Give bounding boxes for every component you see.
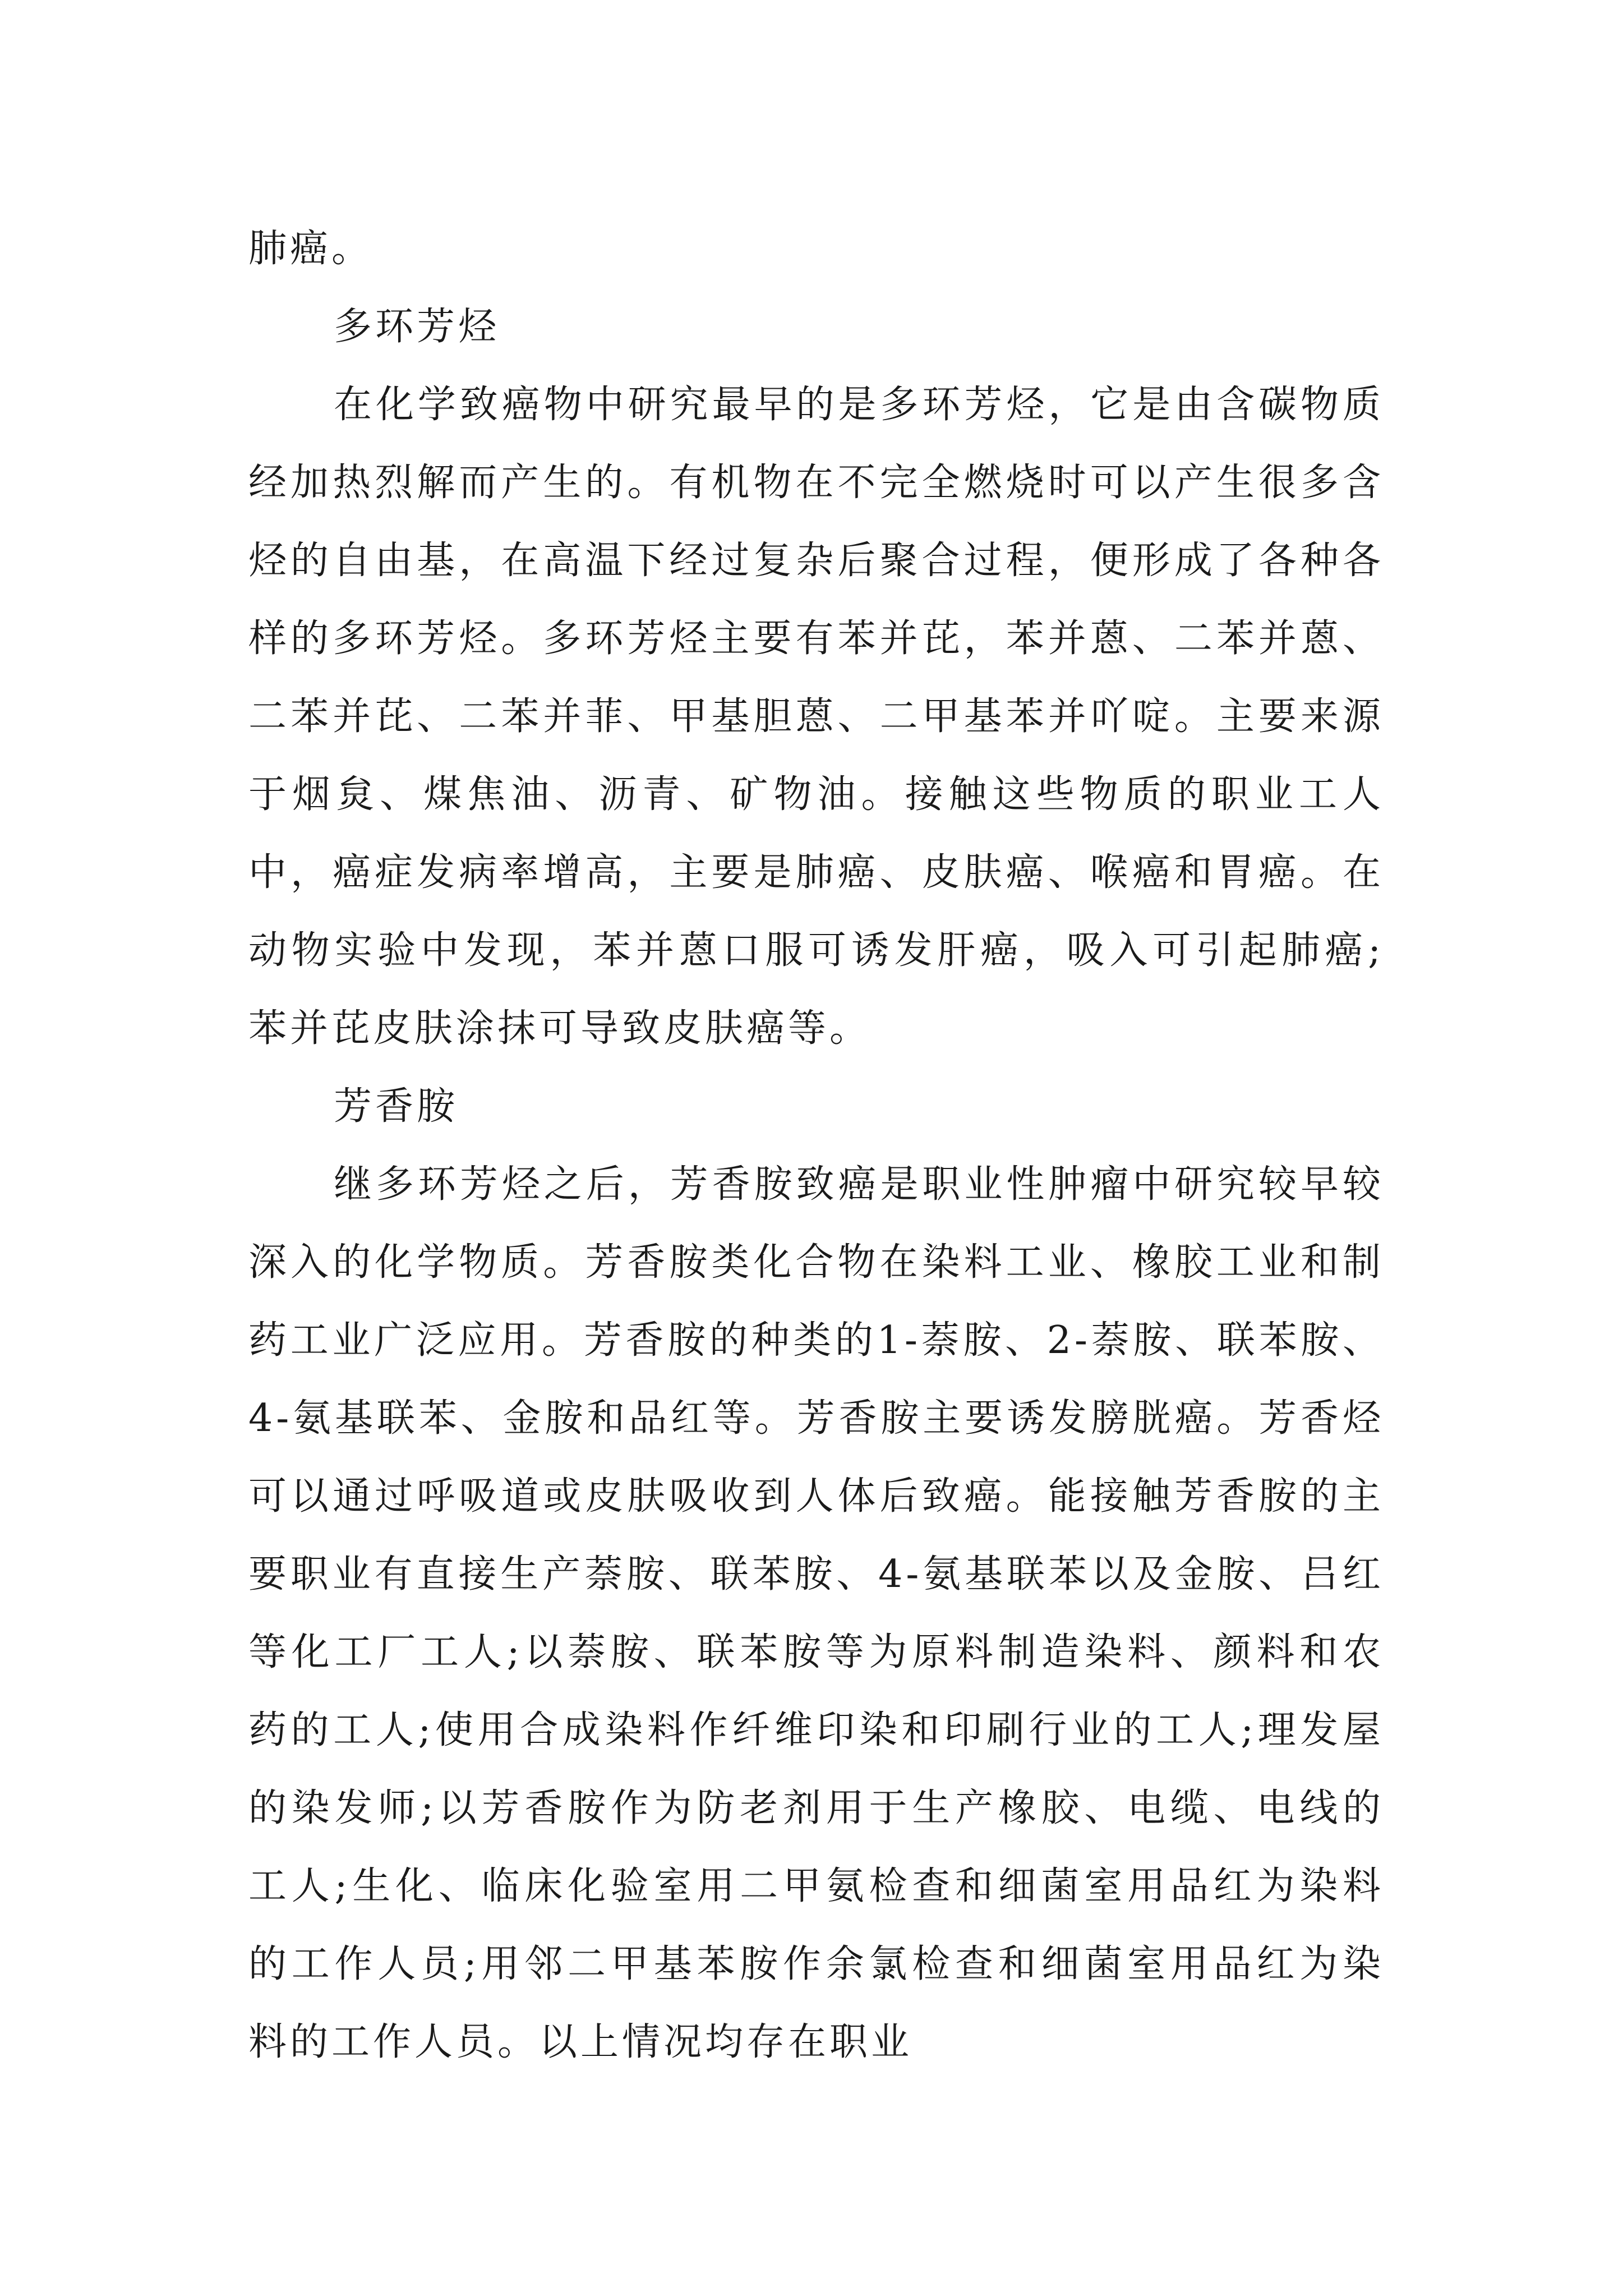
heading-aromatic-amines: 芳香胺 xyxy=(334,1084,459,1129)
paragraph-aromatic-amines: 继多环芳烃之后，芳香胺致癌是职业性肿瘤中研究较早较深入的化学物质。芳香胺类化合物在染料工业、橡胶工业和制药工业广泛应用。芳香胺的种类的1-萘胺、2-萘胺、联苯胺、4-氨基联苯、金胺和品红等。芳香胺主要诱发膀胱癌。芳香烃可以通过呼吸道或皮肤吸收到人体后致癌。能接触芳香胺的主要职业有直接生产萘胺、联苯胺、4-氨基联苯以及金胺、吕红等化工厂工人;以萘胺、联苯胺等为原料制造染料、颜料和农药的工人;使用合成染料作纤维印染和印刷行业的工人;理发屋的染发师;以芳香胺作为防老剂用于生产橡胶、电缆、电线的工人;生化、临床化验室用二甲氨检查和细菌室用品红为染料的工作人员;用邻二甲基苯胺作余氯检查和细菌室用品红为染料的工作人员。以上情况均存在职业 xyxy=(248,1162,1384,2064)
paragraph-polycyclic-aromatic-hydrocarbons: 在化学致癌物中研究最早的是多环芳烃，它是由含碳物质经加热烈解而产生的。有机物在不完全燃烧时可以产生很多含烃的自由基，在高温下经过复杂后聚合过程，便形成了各种各样的多环芳烃。多环芳烃主要有苯并芘，苯并蒽、二苯并蒽、二苯并芘、二苯并菲、甲基胆蒽、二甲基苯并吖啶。主要来源于烟炱、煤焦油、沥青、矿物油。接触这些物质的职业工人中，癌症发病率增高，主要是肺癌、皮肤癌、喉癌和胃癌。在动物实验中发现，苯并蒽口服可诱发肝癌，吸入可引起肺癌;苯并芘皮肤涂抹可导致皮肤癌等。 xyxy=(248,383,1384,1051)
heading-polycyclic-aromatic-hydrocarbons: 多环芳烃 xyxy=(334,305,500,349)
document-body xyxy=(248,210,1384,2081)
paragraph-lung-cancer-end: 肺癌。 xyxy=(248,227,374,271)
